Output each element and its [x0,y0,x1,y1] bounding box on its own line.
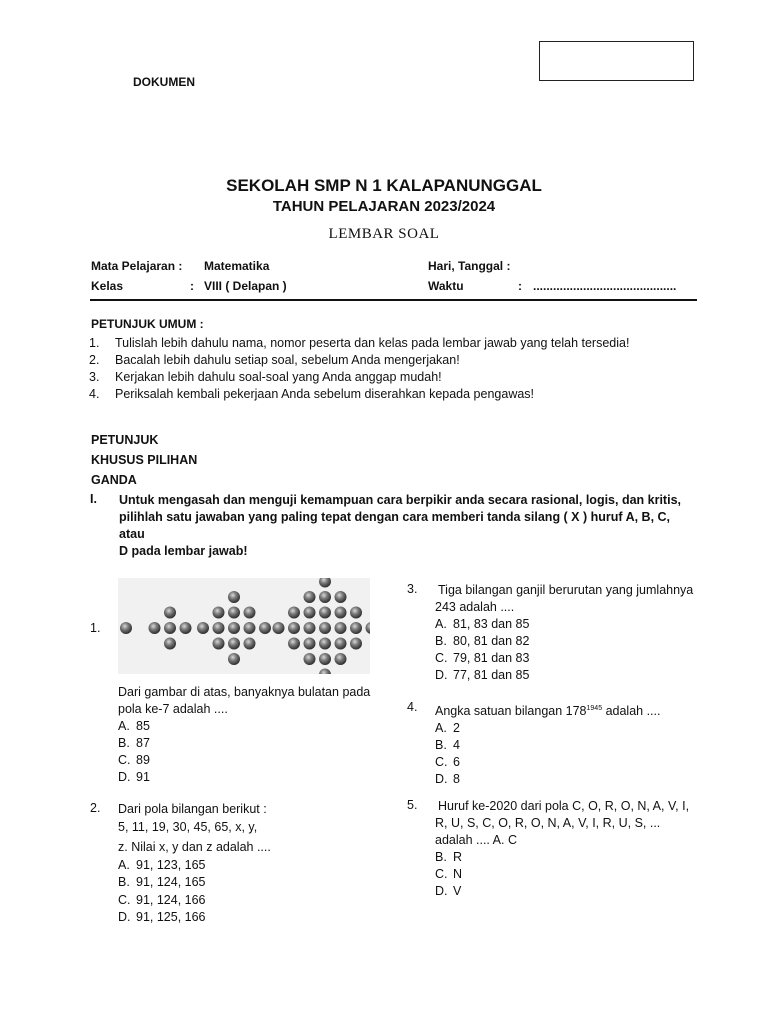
pattern-4-dot [335,622,347,634]
dot-pattern-figure [118,578,370,674]
pattern-4-dot [304,591,316,603]
question-5: Huruf ke-2020 dari pola C, O, R, O, N, A, V, I, R, U, S, C, O, R, O, N, A, V, I, R, U, S, ... adalah .... A. C B. R C. N D. V [435,799,690,898]
school-name: SEKOLAH SMP N 1 KALAPANUNGGAL [226,176,542,195]
question-1-number: 1. [90,621,101,635]
pattern-2-dot [180,622,192,634]
question-5-number: 5. [407,798,418,812]
option-a[interactable]: A. 85 [118,719,150,733]
pattern-4-dot [304,607,316,619]
pattern-4-dot [350,622,362,634]
pattern-4-dot [319,638,331,650]
list-item: 1. Tulislah lebih dahulu nama, nomor peserta dan kelas pada lembar jawab yang telah tersedia! [89,336,630,350]
pattern-3-dot [228,653,240,665]
option-d[interactable]: D. 77, 81 dan 85 [435,668,530,682]
question-3-number: 3. [407,582,418,596]
option-c[interactable]: C. 89 [118,753,150,767]
pattern-3-dot [197,622,209,634]
question-3: Tiga bilangan ganjil berurutan yang jumlahnya 243 adalah .... A. 81, 83 dan 85 B. 80, 81 dan 82 C. 79, 81 dan 83 D. 77, 81 dan 85 [435,583,694,682]
pattern-3-dot [228,607,240,619]
pattern-4-dot [335,638,347,650]
pattern-4-dot [319,578,331,588]
pattern-4-dot [319,622,331,634]
list-item: 2. Bacalah lebih dahulu setiap soal, sebelum Anda mengerjakan! [89,353,460,367]
pattern-4-dot [304,638,316,650]
pattern-4-dot [288,622,300,634]
list-item: 4. Periksalah kembali pekerjaan Anda sebelum diserahkan kepada pengawas! [89,387,535,401]
general-instructions-title: PETUNJUK UMUM : [91,317,204,331]
option-b[interactable]: B. 4 [435,738,460,753]
class-label: Kelas [91,279,124,293]
question-2-number: 2. [90,801,101,815]
option-c[interactable]: C. 6 [435,755,460,770]
option-b[interactable]: B. 91, 124, 165 [118,875,206,889]
list-item: 3. Kerjakan lebih dahulu soal-soal yang Anda anggap mudah! [89,370,442,384]
subject-value: Matematika [204,259,270,273]
subject-label: Mata Pelajaran : [91,259,183,273]
pattern-3-dot [259,622,271,634]
time-value: ........................................... [533,279,677,293]
pattern-2-dot [164,638,176,650]
dot-pattern-svg [118,578,370,674]
option-a[interactable]: A. 81, 83 dan 85 [435,617,530,631]
option-b[interactable]: B. 80, 81 dan 82 [435,634,530,648]
class-colon: : [190,279,194,293]
time-colon: : [518,279,522,293]
pattern-4-dot [319,591,331,603]
pattern-2-dot [149,622,161,634]
sheet-title: LEMBAR SOAL [328,226,440,242]
option-b[interactable]: B. R [435,850,463,864]
option-a[interactable]: A. 2 [435,721,460,736]
pattern-2-dot [164,622,176,634]
pattern-4-dot [350,638,362,650]
pattern-3-dot [228,591,240,603]
pattern-4-dot [273,622,285,634]
question-2: Dari pola bilangan berikut : 5, 11, 19, 30, 45, 65, x, y, z. Nilai x, y dan z adalah .... A. 91, 123, 165 B. 91, 124, 165 C. 91, 124, 166 D. 91, 125, 166 [118,801,271,927]
option-c[interactable]: C. 91, 124, 166 [118,892,206,907]
document-code-box [539,41,694,81]
option-a[interactable]: A. 91, 123, 165 [118,857,206,872]
pattern-4-dot [335,591,347,603]
pattern-4-dot [335,653,347,665]
pattern-3-dot [213,622,225,634]
pattern-4-dot [335,607,347,619]
option-d[interactable]: D. V [435,884,462,898]
pattern-4-dot [350,607,362,619]
option-c[interactable]: C. 79, 81 dan 83 [435,651,530,665]
pattern-3-dot [213,638,225,650]
pattern-3-dot [244,638,256,650]
pattern-3-dot [244,622,256,634]
pattern-4-dot [366,622,371,634]
option-b[interactable]: B. 87 [118,736,150,750]
pattern-3-dot [244,607,256,619]
pattern-4-dot [319,669,331,675]
pattern-4-dot [288,638,300,650]
pattern-3-dot [228,638,240,650]
question-4-number: 4. [407,700,418,714]
pattern-3-dot [228,622,240,634]
special-instructions-title: PETUNJUK KHUSUS PILIHAN GANDA [91,433,198,487]
academic-year: TAHUN PELAJARAN 2023/2024 [272,198,496,215]
option-d[interactable]: D. 91, 125, 166 [118,910,206,924]
option-d[interactable]: D. 91 [118,770,150,784]
pattern-1-dot [120,622,132,634]
pattern-4-dot [319,607,331,619]
general-instructions-list [89,335,629,403]
class-value: VIII ( Delapan ) [204,279,287,293]
pattern-4-dot [288,607,300,619]
day-label: Hari, Tanggal : [428,259,511,273]
section-number: I. [90,492,97,506]
question-4: Angka satuan bilangan $178^{1945}$ adalah .... A. 2 B. 4 C. 6 D. 8 [435,704,661,787]
section-instructions: Untuk mengasah dan menguji kemampuan cara berpikir anda secara rasional, logis, dan kritis, pilihlah satu jawaban yang paling tepat dengan cara memberi tanda silang ( X ) huruf A, B, C, atau D pada lembar jawab! [119,493,681,558]
option-d[interactable]: D. 8 [435,772,460,787]
pattern-4-dot [304,622,316,634]
document-label: DOKUMEN [133,75,195,89]
pattern-4-dot [304,653,316,665]
pattern-3-dot [213,607,225,619]
pattern-2-dot [164,607,176,619]
time-label: Waktu [428,279,464,293]
pattern-4-dot [319,653,331,665]
header-divider [90,299,697,301]
option-c[interactable]: C. N [435,867,463,881]
question-1: Dari gambar di atas, banyaknya bulatan pada pola ke-7 adalah .... A. 85 B. 87 C. 89 D. 91 [118,685,371,784]
